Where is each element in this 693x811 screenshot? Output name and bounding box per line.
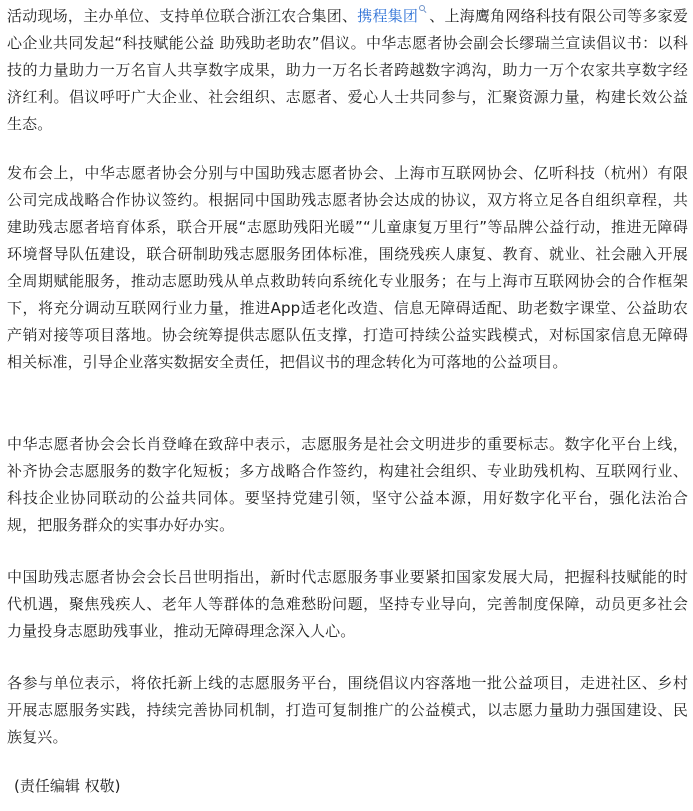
paragraph-initiative [7,3,688,138]
paragraph-text: 活动现场，主办单位、支持单位联合浙江农合集团、 [7,7,358,25]
paragraph-text: 、上海鹰角网络科技有限公司等多家爱心企业共同发起“科技赋能公益 助残助老助农”倡议。中华志愿者协会副会长缪瑞兰宣读倡议书：以科技的力量助力一万名盲人共享数字成果，助力一万名长者跨越数字鸿沟，助力一万个农家共享数字经济红利。倡议呼吁广大企业、社会组织、志愿者、爱心人士共同参与，汇聚资源力量，构建长效公益生态。 [7,7,688,133]
responsible-editor: (责任编辑 权敬) [14,777,121,795]
ctrip-group-link[interactable]: 携程集团 [357,7,419,25]
paragraph-xiao-speech: 中华志愿者协会会长肖登峰在致辞中表示，志愿服务是社会文明进步的重要标志。数字化平台上线，补齐协会志愿服务的数字化短板；多方战略合作签约，构建社会组织、专业助残机构、互联网行业、科技企业协同联动的公益共同体。要坚持党建引领，坚守公益本源，用好数字化平台，强化法治合规，把服务群众的实事办好办实。 [7,435,688,534]
paragraph-lv-speech: 中国助残志愿者协会会长吕世明指出，新时代志愿服务事业要紧扣国家发展大局，把握科技赋能的时代机遇，聚焦残疾人、老年人等群体的急难愁盼问题，坚持专业导向，完善制度保障，动员更多社会力量投身志愿助残事业，推动无障碍理念深入人心。 [7,568,688,640]
paragraph-participants: 各参与单位表示，将依托新上线的志愿服务平台，围绕倡议内容落地一批公益项目，走进社区、乡村开展志愿服务实践，持续完善协同机制，打造可复制推广的公益模式，以志愿力量助力强国建设、民族复兴。 [7,674,688,746]
paragraph-signing: 发布会上，中华志愿者协会分别与中国助残志愿者协会、上海市互联网协会、亿听科技（杭州）有限公司完成战略合作协议签约。根据同中国助残志愿者协会达成的协议，双方将立足各自组织章程，共建助残志愿者培育体系，联合开展“志愿助残阳光暖”“儿童康复万里行”等品牌公益行动，推进无障碍环境督导队伍建设，联合研制助残志愿服务团体标准，围绕残疾人康复、教育、就业、社会融入开展全周期赋能服务，推动志愿助残从单点救助转向系统化专业服务；在与上海市互联网协会的合作框架下，将充分调动互联网行业力量，推进App适老化改造、信息无障碍适配、助老数字课堂、公益助农产销对接等项目落地。协会统筹提供志愿队伍支撑，打造可持续公益实践模式，对标国家信息无障碍相关标准，引导企业落实数据安全责任，把倡议书的理念转化为可落地的公益项目。 [7,164,688,371]
search-icon[interactable] [419,5,427,13]
